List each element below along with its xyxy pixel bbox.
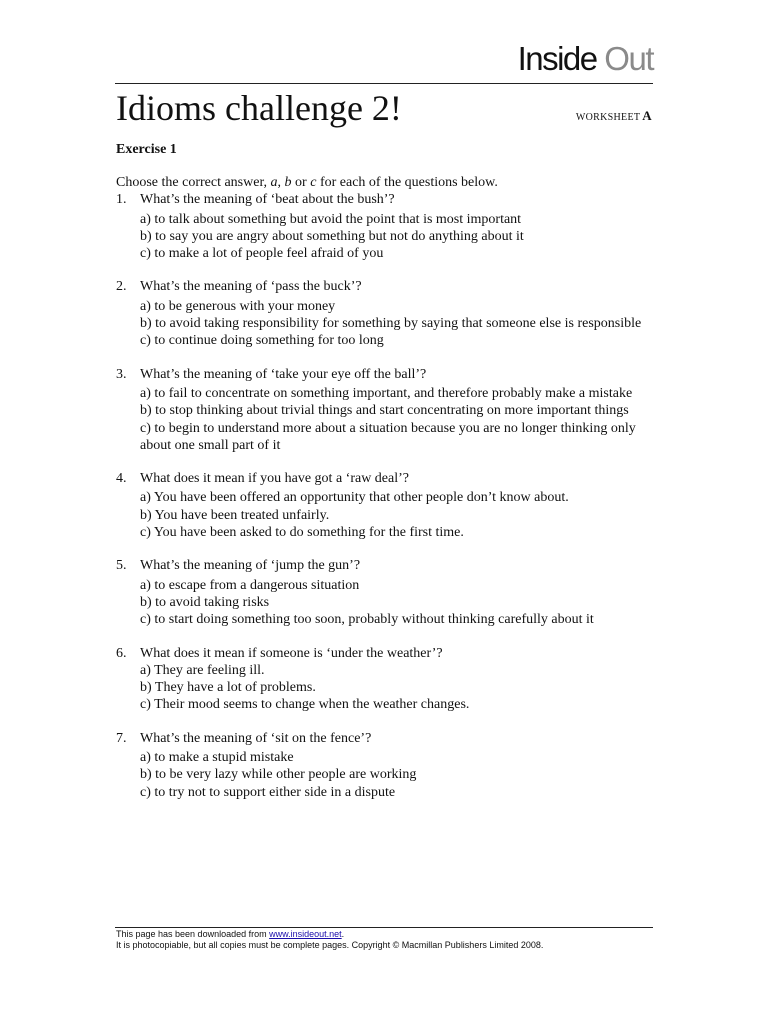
answer-options	[116, 577, 654, 629]
answer-option-c: c) You have been asked to do something for the first time.	[140, 525, 464, 541]
worksheet-letter: A	[642, 108, 652, 123]
brand-logo-word-out: Out	[604, 40, 653, 77]
question-prompt	[116, 366, 654, 383]
answer-option-c: c) Their mood seems to change when the weather changes.	[140, 697, 470, 713]
answer-options	[116, 662, 654, 714]
question-prompt	[116, 278, 654, 295]
exercise-instructions	[116, 174, 654, 191]
question-number: 2.	[116, 279, 127, 295]
question-number: 4.	[116, 471, 127, 487]
answer-option-c: c) to make a lot of people feel afraid of you	[140, 246, 384, 262]
question-3	[116, 366, 654, 454]
instructions-suffix: for each of the questions below.	[316, 175, 498, 190]
question-number: 3.	[116, 366, 127, 382]
footer-divider	[115, 927, 653, 928]
question-1	[116, 191, 654, 262]
answer-option-b: b) to avoid taking responsibility for something by saying that someone else is responsible	[140, 316, 642, 332]
brand-logo	[518, 42, 653, 75]
answer-option-b: b) You have been treated unfairly.	[140, 507, 330, 523]
answer-options	[116, 298, 654, 350]
answer-option-b: b) They have a lot of problems.	[140, 680, 316, 696]
question-number: 1.	[116, 192, 127, 208]
question-number: 5.	[116, 558, 127, 574]
question-7	[116, 730, 654, 801]
answer-option-b: b) to stop thinking about trivial things and start concentrating on more important things	[140, 403, 629, 419]
answer-option-a: a) to talk about something but avoid the point that is most important	[140, 211, 522, 227]
footer-download-suffix: .	[341, 929, 345, 939]
instructions-separator-1: ,	[277, 175, 285, 190]
answer-option-c: c) to try not to support either side in a dispute	[140, 784, 396, 800]
footer-download-line	[116, 929, 676, 940]
question-prompt	[116, 191, 654, 208]
answer-options	[116, 211, 654, 263]
question-5	[116, 557, 654, 628]
question-text: What does it mean if someone is ‘under the weather’?	[140, 645, 443, 661]
answer-option-b: b) to be very lazy while other people are working	[140, 767, 417, 783]
answer-options	[116, 489, 654, 541]
question-text: What does it mean if you have got a ‘raw deal’?	[140, 471, 410, 487]
footer-website-link[interactable]: www.insideout.net	[269, 929, 342, 939]
instructions-separator-2: or	[291, 175, 311, 190]
question-text: What’s the meaning of ‘beat about the bush’?	[140, 192, 395, 208]
instructions-prefix: Choose the correct answer,	[116, 175, 271, 190]
question-prompt	[116, 557, 654, 574]
question-text: What’s the meaning of ‘jump the gun’?	[140, 558, 361, 574]
answer-option-a: a) to escape from a dangerous situation	[140, 577, 360, 593]
instructions-option-a: a	[270, 175, 278, 190]
answer-option-c: c) to begin to understand more about a situation because you are no longer thinking only about one small part of it	[140, 420, 636, 453]
answer-options	[116, 385, 654, 454]
answer-option-c: c) to continue doing something for too long	[140, 333, 384, 349]
instructions-option-c: c	[310, 175, 317, 190]
footer-download-prefix: This page has been downloaded from	[116, 929, 270, 939]
answer-option-b: b) to avoid taking risks	[140, 594, 270, 610]
answer-options	[116, 749, 654, 801]
question-text: What’s the meaning of ‘pass the buck’?	[140, 279, 362, 295]
instructions-option-b: b	[284, 175, 292, 190]
question-number: 7.	[116, 730, 127, 746]
question-number: 6.	[116, 645, 127, 661]
answer-option-b: b) to say you are angry about something but not do anything about it	[140, 228, 524, 244]
question-list	[116, 191, 654, 801]
worksheet-label-text: WORKSHEET	[575, 112, 641, 123]
page-footer	[116, 929, 676, 951]
exercise-heading: Exercise 1	[116, 142, 177, 157]
brand-logo-word-inside: Inside	[517, 40, 597, 77]
page-title: Idioms challenge 2!	[116, 88, 402, 128]
answer-option-a: a) to be generous with your money	[140, 298, 336, 314]
question-prompt	[116, 470, 654, 487]
question-text: What’s the meaning of ‘sit on the fence’?	[140, 730, 372, 746]
answer-option-a: a) to make a stupid mistake	[140, 750, 294, 766]
question-4	[116, 470, 654, 541]
question-text: What’s the meaning of ‘take your eye off the ball’?	[140, 366, 427, 382]
answer-option-a: a) They are feeling ill.	[140, 662, 265, 678]
footer-copyright-line: It is photocopiable, but all copies must be complete pages. Copyright © Macmillan Publishers Limited 2008.	[116, 940, 544, 950]
question-6	[116, 645, 654, 714]
answer-option-c: c) to start doing something too soon, probably without thinking carefully about it	[140, 612, 594, 628]
answer-option-a: a) to fail to concentrate on something important, and therefore probably make a mistake	[140, 385, 633, 401]
answer-option-a: a) You have been offered an opportunity that other people don’t know about.	[140, 490, 569, 506]
question-prompt	[116, 645, 654, 662]
worksheet-label	[576, 108, 652, 124]
worksheet-content	[116, 141, 654, 801]
question-2	[116, 278, 654, 349]
question-prompt	[116, 730, 654, 747]
